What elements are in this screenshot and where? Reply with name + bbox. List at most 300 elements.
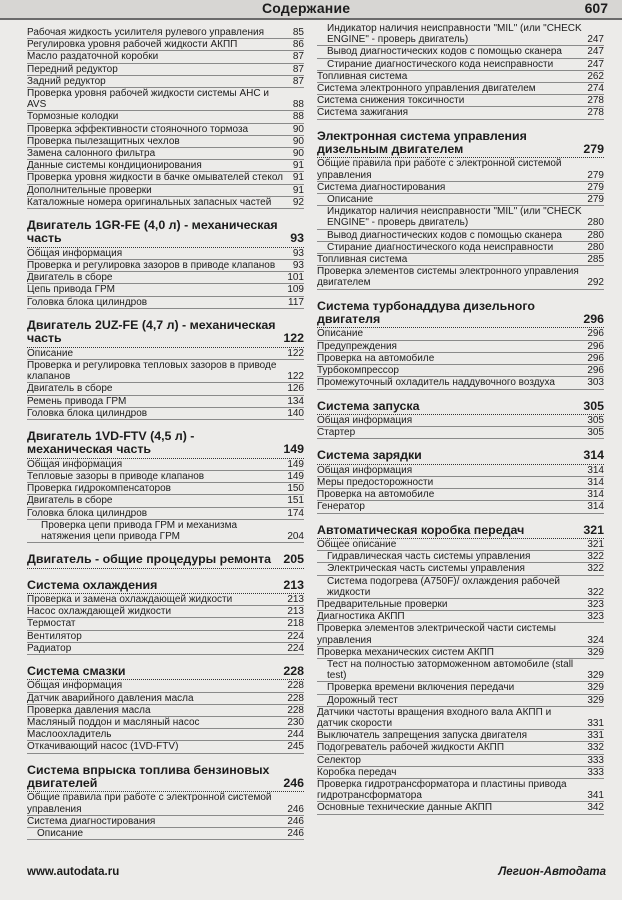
toc-subentry[interactable] bbox=[317, 46, 604, 58]
toc-subentry[interactable] bbox=[317, 242, 604, 254]
toc-entry-title: Система снижения токсичности bbox=[317, 95, 465, 107]
toc-entry[interactable] bbox=[27, 631, 304, 643]
toc-entry[interactable] bbox=[317, 328, 604, 340]
toc-entry[interactable] bbox=[317, 477, 604, 489]
toc-entry-page: 314 bbox=[587, 501, 604, 513]
toc-entry-page: 280 bbox=[587, 217, 604, 229]
toc-entry-title: Промежуточный охладитель наддувочного воздуха bbox=[317, 377, 555, 389]
toc-entry-title: Топливная система bbox=[317, 70, 408, 82]
toc-entry-title: Регулировка уровня рабочей жидкости АКПП bbox=[27, 39, 238, 51]
toc-entry-title: Проверка элементов системы электронного управления двигателем bbox=[317, 266, 579, 289]
toc-section-heading[interactable] bbox=[317, 130, 604, 159]
toc-entry-page: 213 bbox=[287, 593, 304, 605]
toc-column-left bbox=[27, 27, 304, 840]
toc-entry-title: Датчики частоты вращения входного вала АКПП и датчик скорости bbox=[317, 706, 552, 729]
toc-entry-page: 314 bbox=[587, 476, 604, 488]
toc-section-heading[interactable] bbox=[27, 764, 304, 793]
toc-subentry[interactable] bbox=[27, 828, 304, 840]
toc-entry-page: 87 bbox=[292, 63, 304, 75]
toc-entry[interactable] bbox=[317, 623, 604, 646]
toc-entry-title: Индикатор наличия неисправности "MIL" (или "CHECK ENGINE" - проверь двигатель) bbox=[327, 23, 582, 46]
toc-entry[interactable] bbox=[27, 297, 304, 309]
toc-entry[interactable] bbox=[27, 360, 304, 383]
toc-entry-page: 87 bbox=[292, 75, 304, 87]
toc-entry-page: 101 bbox=[287, 272, 304, 284]
toc-entry-title: Система диагностирования bbox=[317, 181, 446, 193]
toc-section-heading[interactable] bbox=[27, 219, 304, 248]
toc-entry-title: Генератор bbox=[317, 501, 365, 513]
toc-entry-page: 117 bbox=[288, 296, 304, 308]
toc-entry-title: Общая информация bbox=[27, 680, 123, 692]
toc-entry[interactable] bbox=[27, 792, 304, 815]
toc-entry-title: Рабочая жидкость усилителя рулевого управления bbox=[27, 27, 264, 38]
toc-entry[interactable] bbox=[27, 136, 304, 148]
toc-entry[interactable] bbox=[317, 83, 604, 95]
toc-entry-page: 322 bbox=[587, 551, 604, 563]
toc-section-heading[interactable] bbox=[27, 665, 304, 680]
toc-entry-page: 321 bbox=[587, 538, 604, 550]
toc-entry[interactable] bbox=[27, 717, 304, 729]
toc-entry-page: 218 bbox=[287, 618, 304, 630]
toc-entry-title: Общие правила при работе с электронной системой управления bbox=[27, 792, 272, 815]
toc-entry-page: 126 bbox=[287, 383, 304, 395]
toc-entry-title: Система запуска bbox=[317, 398, 420, 413]
toc-entry[interactable] bbox=[27, 348, 304, 360]
toc-entry-title: Проверка эффективности стояночного тормоза bbox=[27, 123, 249, 135]
toc-entry[interactable] bbox=[27, 39, 304, 51]
toc-subentry[interactable] bbox=[317, 563, 604, 575]
toc-subentry[interactable] bbox=[317, 682, 604, 694]
footer-publisher: Легион-Автодата bbox=[498, 866, 606, 878]
toc-entry-title: Общая информация bbox=[317, 464, 413, 476]
toc-entry-title: Система зажигания bbox=[317, 107, 408, 119]
toc-entry-title: Подогреватель рабочей жидкости АКПП bbox=[317, 742, 505, 754]
toc-entry[interactable] bbox=[317, 742, 604, 754]
toc-subentry[interactable] bbox=[317, 576, 604, 599]
toc-entry-title: Откачивающий насос (1VD-FTV) bbox=[27, 741, 179, 753]
toc-entry-title: Проверка и регулировка тепловых зазоров в приводе клапанов bbox=[27, 359, 277, 383]
toc-entry-title: Задний редуктор bbox=[27, 75, 106, 87]
toc-entry[interactable] bbox=[27, 260, 304, 272]
toc-entry-title: Тест на полностью заторможенном автомобиле (stall test) bbox=[327, 658, 574, 682]
toc-entry-page: 88 bbox=[292, 99, 304, 111]
toc-entry-page: 321 bbox=[583, 522, 604, 537]
toc-entry-title: Система подогрева (A750F)/ охлаждения рабочей жидкости bbox=[327, 575, 560, 598]
toc-entry-title: Предупреждения bbox=[317, 340, 397, 352]
toc-subentry[interactable] bbox=[317, 23, 604, 46]
toc-entry-page: 244 bbox=[287, 729, 304, 741]
toc-entry-page: 279 bbox=[583, 142, 604, 157]
toc-entry[interactable] bbox=[27, 705, 304, 717]
toc-entry[interactable] bbox=[317, 377, 604, 389]
toc-entry[interactable] bbox=[27, 248, 304, 260]
toc-entry[interactable] bbox=[317, 341, 604, 353]
toc-entry-title: Головка блока цилиндров bbox=[27, 507, 148, 519]
toc-entry-title: Вентилятор bbox=[27, 630, 82, 642]
toc-entry[interactable] bbox=[27, 76, 304, 88]
toc-entry[interactable] bbox=[27, 396, 304, 408]
toc-entry[interactable] bbox=[317, 707, 604, 730]
page-number: 607 bbox=[584, 0, 608, 16]
toc-entry-title: Система зарядки bbox=[317, 448, 422, 463]
toc-entry-title: Общая информация bbox=[317, 414, 413, 426]
toc-entry-title: Тепловые зазоры в приводе клапанов bbox=[27, 470, 205, 482]
toc-entry-page: 87 bbox=[292, 51, 304, 63]
toc-section-heading[interactable] bbox=[317, 400, 604, 415]
toc-entry-page: 296 bbox=[587, 352, 604, 364]
toc-entry-page: 279 bbox=[587, 181, 604, 193]
toc-entry-title: Каталожные номера оригинальных запасных частей bbox=[27, 196, 272, 208]
toc-entry-page: 323 bbox=[587, 598, 604, 610]
toc-entry[interactable] bbox=[317, 465, 604, 477]
page-title: Содержание bbox=[262, 0, 351, 16]
toc-entry-page: 122 bbox=[287, 347, 304, 359]
toc-entry-title: Электронная система управления дизельным двигателем bbox=[317, 128, 527, 157]
toc-entry[interactable] bbox=[27, 594, 304, 606]
toc-entry-page: 90 bbox=[292, 123, 304, 135]
toc-entry[interactable] bbox=[27, 459, 304, 471]
toc-entry-page: 333 bbox=[587, 754, 604, 766]
toc-entry-page: 246 bbox=[283, 776, 304, 790]
toc-entry-title: Проверка на автомобиле bbox=[317, 352, 435, 364]
toc-section-heading[interactable] bbox=[317, 524, 604, 539]
toc-entry-page: 324 bbox=[587, 634, 604, 646]
toc-entry-title: Турбокомпрессор bbox=[317, 365, 399, 377]
toc-entry-page: 92 bbox=[292, 196, 304, 208]
toc-entry[interactable] bbox=[317, 647, 604, 659]
toc-entry-page: 322 bbox=[587, 586, 604, 598]
toc-entry-title: Замена салонного фильтра bbox=[27, 148, 156, 160]
toc-entry-title: Стирание диагностического кода неисправности bbox=[327, 58, 554, 70]
toc-entry-title: Двигатель 1GR-FE (4,0 л) - механическая часть bbox=[27, 218, 278, 246]
toc-entry[interactable] bbox=[27, 741, 304, 753]
toc-entry[interactable] bbox=[27, 643, 304, 655]
toc-entry[interactable] bbox=[317, 802, 604, 814]
toc-entry-page: 342 bbox=[587, 802, 604, 814]
toc-entry-title: Селектор bbox=[317, 754, 361, 766]
toc-entry-page: 245 bbox=[287, 741, 304, 753]
toc-entry-page: 204 bbox=[287, 530, 304, 542]
toc-entry-page: 246 bbox=[287, 803, 304, 815]
toc-column-right bbox=[317, 23, 604, 815]
toc-entry-page: 296 bbox=[587, 340, 604, 352]
toc-entry-title: Проверка уровня рабочей жидкости системы AHC и AVS bbox=[27, 88, 269, 111]
toc-entry-page: 332 bbox=[587, 742, 604, 754]
toc-entry-page: 296 bbox=[587, 328, 604, 340]
toc-entry-title: Проверка времени включения передачи bbox=[327, 682, 515, 694]
toc-entry-page: 151 bbox=[287, 495, 304, 507]
toc-entry[interactable] bbox=[27, 124, 304, 136]
toc-entry-title: Цепь привода ГРМ bbox=[27, 284, 115, 296]
toc-section-heading[interactable] bbox=[317, 300, 604, 329]
footer-website: www.autodata.ru bbox=[27, 866, 120, 878]
toc-entry-title: Выключатель запрещения запуска двигателя bbox=[317, 730, 528, 742]
toc-entry-title: Двигатель в сборе bbox=[27, 495, 113, 507]
toc-entry[interactable] bbox=[317, 611, 604, 623]
toc-entry-title: Ремень привода ГРМ bbox=[27, 395, 127, 407]
toc-entry-title: Проверка и регулировка зазоров в приводе клапанов bbox=[27, 260, 276, 272]
toc-entry-page: 296 bbox=[587, 365, 604, 377]
toc-entry-title: Система диагностирования bbox=[27, 815, 156, 827]
toc-entry[interactable] bbox=[27, 483, 304, 495]
toc-entry-page: 285 bbox=[587, 254, 604, 266]
toc-subentry[interactable] bbox=[317, 206, 604, 229]
toc-entry[interactable] bbox=[27, 729, 304, 741]
toc-entry-title: Проверка на автомобиле bbox=[317, 489, 435, 501]
toc-entry-title: Меры предосторожности bbox=[317, 476, 434, 488]
toc-entry-page: 88 bbox=[292, 111, 304, 123]
toc-entry-page: 91 bbox=[292, 160, 304, 172]
toc-entry-page: 140 bbox=[287, 407, 304, 419]
toc-section-heading[interactable] bbox=[317, 449, 604, 464]
toc-entry-title: Система впрыска топлива бензиновых двигателей bbox=[27, 762, 270, 790]
toc-entry[interactable] bbox=[317, 730, 604, 742]
toc-entry-title: Масляный поддон и масляный насос bbox=[27, 716, 200, 728]
toc-entry-title: Датчик аварийного давления масла bbox=[27, 692, 194, 704]
toc-entry-page: 331 bbox=[587, 717, 604, 729]
toc-entry[interactable] bbox=[27, 185, 304, 197]
toc-entry-page: 329 bbox=[587, 646, 604, 658]
toc-entry-title: Вывод диагностических кодов с помощью сканера bbox=[327, 46, 562, 58]
toc-entry[interactable] bbox=[27, 272, 304, 284]
toc-entry-page: 314 bbox=[587, 464, 604, 476]
toc-entry-page: 122 bbox=[287, 371, 304, 383]
toc-entry-title: Проверка пылезащитных чехлов bbox=[27, 135, 180, 147]
toc-entry-title: Двигатель в сборе bbox=[27, 383, 113, 395]
toc-entry[interactable] bbox=[317, 767, 604, 779]
toc-entry-page: 329 bbox=[587, 670, 604, 682]
toc-subentry[interactable] bbox=[317, 59, 604, 71]
toc-entry[interactable] bbox=[27, 383, 304, 395]
toc-entry-page: 149 bbox=[287, 470, 304, 482]
toc-entry-page: 134 bbox=[287, 395, 304, 407]
toc-entry-page: 224 bbox=[287, 630, 304, 642]
toc-entry-title: Стартер bbox=[317, 427, 356, 439]
toc-entry-title: Проверка давления масла bbox=[27, 704, 151, 716]
toc-entry[interactable] bbox=[27, 284, 304, 296]
toc-entry-title: Диагностика АКПП bbox=[317, 611, 405, 623]
toc-subentry[interactable] bbox=[317, 230, 604, 242]
toc-entry[interactable] bbox=[27, 680, 304, 692]
toc-entry-page: 303 bbox=[587, 377, 604, 389]
toc-entry-page: 247 bbox=[587, 46, 604, 58]
toc-entry-page: 149 bbox=[283, 442, 304, 457]
toc-entry[interactable] bbox=[317, 71, 604, 83]
toc-entry-title: Система турбонаддува дизельного двигателя bbox=[317, 298, 535, 327]
toc-entry-page: 274 bbox=[587, 83, 604, 95]
toc-entry-title: Проверка и замена охлаждающей жидкости bbox=[27, 593, 233, 605]
toc-entry[interactable] bbox=[317, 501, 604, 513]
toc-entry-title: Термостат bbox=[27, 618, 76, 630]
toc-entry[interactable] bbox=[317, 353, 604, 365]
toc-subentry[interactable] bbox=[27, 520, 304, 543]
toc-entry-page: 329 bbox=[587, 682, 604, 694]
toc-entry-title: Система смазки bbox=[27, 663, 126, 678]
toc-entry-title: Описание bbox=[327, 194, 374, 206]
toc-entry-title: Проверка уровня жидкости в бачке омывателей стекол bbox=[27, 172, 283, 184]
toc-entry-title: Общая информация bbox=[27, 247, 123, 259]
toc-entry[interactable] bbox=[317, 107, 604, 119]
toc-entry-page: 174 bbox=[287, 507, 304, 519]
toc-entry-title: Описание bbox=[37, 828, 84, 840]
toc-entry-title: Передний редуктор bbox=[27, 63, 118, 75]
toc-entry-title: Общие правила при работе с электронной системой управления bbox=[317, 158, 562, 181]
toc-section-heading[interactable] bbox=[27, 430, 304, 459]
toc-entry-title: Двигатель в сборе bbox=[27, 272, 113, 284]
page-header bbox=[0, 0, 622, 20]
toc-entry-title: Головка блока цилиндров bbox=[27, 407, 148, 419]
toc-entry-page: 91 bbox=[292, 172, 304, 184]
toc-entry-title: Маслоохладитель bbox=[27, 729, 112, 741]
toc-entry-title: Топливная система bbox=[317, 254, 408, 266]
toc-entry-title: Общее описание bbox=[317, 538, 397, 550]
toc-entry-title: Электрическая часть системы управления bbox=[327, 563, 525, 575]
toc-entry[interactable] bbox=[27, 508, 304, 520]
toc-entry-page: 305 bbox=[587, 414, 604, 426]
toc-entry[interactable] bbox=[317, 539, 604, 551]
toc-entry-page: 228 bbox=[287, 692, 304, 704]
toc-entry[interactable] bbox=[317, 266, 604, 289]
toc-entry-page: 278 bbox=[587, 95, 604, 107]
toc-entry-page: 90 bbox=[292, 135, 304, 147]
toc-entry-title: Проверка гидротрансформатора и пластины привода гидротрансформатора bbox=[317, 779, 567, 802]
toc-entry-page: 305 bbox=[587, 427, 604, 439]
toc-entry[interactable] bbox=[27, 408, 304, 420]
toc-entry[interactable] bbox=[27, 111, 304, 123]
toc-entry[interactable] bbox=[317, 489, 604, 501]
toc-entry-page: 228 bbox=[283, 663, 304, 678]
toc-entry-title: Дополнительные проверки bbox=[27, 184, 152, 196]
toc-entry-page: 314 bbox=[587, 489, 604, 501]
toc-entry-page: 213 bbox=[287, 606, 304, 618]
toc-entry-page: 341 bbox=[587, 790, 604, 802]
toc-entry-title: Коробка передач bbox=[317, 766, 397, 778]
toc-entry-page: 279 bbox=[587, 169, 604, 181]
toc-entry-page: 296 bbox=[583, 312, 604, 327]
toc-entry[interactable] bbox=[27, 160, 304, 172]
toc-entry-page: 305 bbox=[583, 398, 604, 413]
toc-entry[interactable] bbox=[27, 197, 304, 209]
toc-entry-title: Описание bbox=[27, 347, 74, 359]
toc-entry-page: 230 bbox=[287, 716, 304, 728]
toc-entry-page: 93 bbox=[290, 231, 304, 246]
toc-entry[interactable] bbox=[317, 599, 604, 611]
toc-entry[interactable] bbox=[317, 95, 604, 107]
toc-entry-page: 329 bbox=[587, 694, 604, 706]
toc-entry-page: 314 bbox=[583, 448, 604, 463]
toc-entry-page: 280 bbox=[587, 241, 604, 253]
toc-entry[interactable] bbox=[317, 182, 604, 194]
toc-entry-page: 228 bbox=[287, 704, 304, 716]
toc-entry-page: 109 bbox=[287, 284, 304, 296]
toc-entry-title: Описание bbox=[317, 328, 364, 340]
toc-entry-page: 86 bbox=[292, 39, 304, 51]
toc-entry[interactable] bbox=[27, 606, 304, 618]
toc-entry-page: 205 bbox=[283, 552, 304, 567]
toc-entry[interactable] bbox=[27, 148, 304, 160]
toc-entry-page: 228 bbox=[287, 680, 304, 692]
toc-entry-title: Основные технические данные АКПП bbox=[317, 802, 493, 814]
toc-section-heading[interactable] bbox=[27, 553, 304, 568]
toc-entry-title: Радиатор bbox=[27, 642, 72, 654]
toc-entry-page: 246 bbox=[287, 828, 304, 840]
toc-entry-page: 278 bbox=[587, 107, 604, 119]
toc-section-heading[interactable] bbox=[27, 579, 304, 594]
toc-entry[interactable] bbox=[27, 816, 304, 828]
toc-subentry[interactable] bbox=[317, 695, 604, 707]
toc-entry-title: Предварительные проверки bbox=[317, 598, 448, 610]
toc-entry-page: 150 bbox=[287, 483, 304, 495]
toc-entry[interactable] bbox=[317, 779, 604, 802]
toc-entry[interactable] bbox=[27, 172, 304, 184]
toc-entry-page: 247 bbox=[587, 34, 604, 46]
toc-entry-title: Вывод диагностических кодов с помощью сканера bbox=[327, 229, 562, 241]
toc-entry[interactable] bbox=[317, 254, 604, 266]
toc-entry-page: 292 bbox=[587, 277, 604, 289]
toc-entry[interactable] bbox=[317, 427, 604, 439]
toc-subentry[interactable] bbox=[317, 659, 604, 682]
toc-entry[interactable] bbox=[27, 51, 304, 63]
toc-entry-title: Система охлаждения bbox=[27, 577, 158, 592]
toc-entry-title: Стирание диагностического кода неисправности bbox=[327, 241, 554, 253]
toc-entry-title: Общая информация bbox=[27, 458, 123, 470]
toc-subentry[interactable] bbox=[317, 551, 604, 563]
toc-entry-page: 85 bbox=[292, 27, 304, 38]
toc-entry[interactable] bbox=[27, 618, 304, 630]
toc-entry-page: 93 bbox=[292, 260, 304, 272]
toc-entry-title: Проверка механических систем АКПП bbox=[317, 646, 494, 658]
toc-entry-page: 122 bbox=[283, 331, 304, 346]
toc-entry[interactable] bbox=[317, 365, 604, 377]
toc-entry-title: Головка блока цилиндров bbox=[27, 296, 148, 308]
toc-entry[interactable] bbox=[27, 495, 304, 507]
toc-entry-page: 333 bbox=[587, 766, 604, 778]
toc-entry-title: Двигатель 1VD-FTV (4,5 л) - механическая часть bbox=[27, 428, 195, 457]
toc-entry-title: Индикатор наличия неисправности "MIL" (или "CHECK ENGINE" - проверь двигатель) bbox=[327, 206, 582, 229]
toc-entry-page: 322 bbox=[587, 563, 604, 575]
toc-entry-title: Проверка гидрокомпенсаторов bbox=[27, 483, 171, 495]
toc-section-heading[interactable] bbox=[27, 319, 304, 348]
toc-entry[interactable] bbox=[317, 415, 604, 427]
toc-subentry[interactable] bbox=[317, 194, 604, 206]
toc-entry-page: 262 bbox=[587, 70, 604, 82]
toc-entry-page: 246 bbox=[287, 815, 304, 827]
toc-entry-page: 323 bbox=[587, 611, 604, 623]
toc-entry-page: 149 bbox=[287, 458, 304, 470]
toc-entry-page: 90 bbox=[292, 148, 304, 160]
toc-entry-title: Дорожный тест bbox=[327, 694, 398, 706]
toc-entry[interactable] bbox=[317, 755, 604, 767]
toc-entry-title: Проверка цепи привода ГРМ и механизма натяжения цепи привода ГРМ bbox=[41, 519, 238, 542]
toc-entry-title: Двигатель - общие процедуры ремонта bbox=[27, 552, 271, 567]
toc-entry[interactable] bbox=[27, 64, 304, 76]
toc-entry-page: 213 bbox=[283, 577, 304, 592]
toc-entry[interactable] bbox=[27, 88, 304, 111]
toc-entry-title: Масло раздаточной коробки bbox=[27, 51, 159, 63]
toc-entry[interactable] bbox=[27, 471, 304, 483]
toc-entry-title: Данные системы кондиционирования bbox=[27, 160, 202, 172]
toc-entry-page: 331 bbox=[587, 730, 604, 742]
toc-entry-page: 280 bbox=[587, 229, 604, 241]
toc-entry[interactable] bbox=[27, 27, 304, 39]
toc-entry-title: Проверка элементов электрической части системы управления bbox=[317, 623, 556, 646]
toc-entry-page: 247 bbox=[587, 58, 604, 70]
toc-entry-title: Гидравлическая часть системы управления bbox=[327, 551, 531, 563]
toc-entry[interactable] bbox=[317, 158, 604, 181]
toc-entry[interactable] bbox=[27, 693, 304, 705]
toc-entry-title: Тормозные колодки bbox=[27, 111, 119, 123]
toc-entry-page: 91 bbox=[292, 184, 304, 196]
